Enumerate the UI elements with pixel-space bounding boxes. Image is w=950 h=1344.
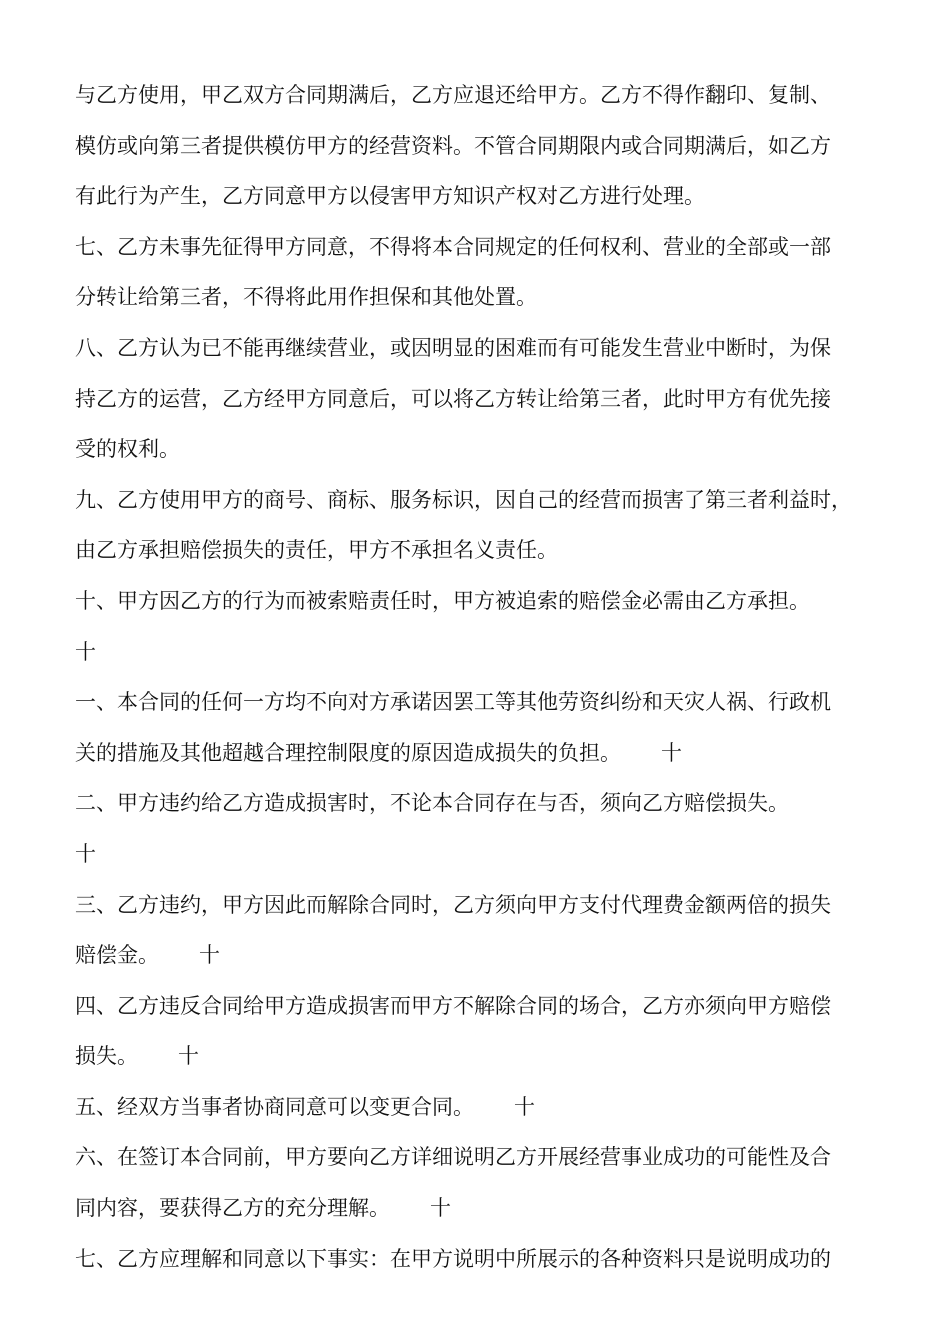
- text-line: 赔偿金。 十: [75, 943, 221, 968]
- text-line: 五、经双方当事者协商同意可以变更合同。 十: [75, 1094, 536, 1119]
- text-line: 有此行为产生，乙方同意甲方以侵害甲方知识产权对乙方进行处理。: [75, 184, 705, 209]
- text-line: 与乙方使用，甲乙双方合同期满后，乙方应退还给甲方。乙方不得作翻印、复制、: [75, 83, 831, 107]
- text-line: 二、甲方违约给乙方造成损害时，不论本合同存在与否，须向乙方赔偿损失。: [75, 791, 789, 816]
- text-line: 模仿或向第三者提供模仿甲方的经营资料。不管合同期限内或合同期满后，如乙方: [75, 133, 831, 158]
- text-line: 六、在签订本合同前，甲方要向乙方详细说明乙方开展经营事业成功的可能性及合: [75, 1145, 831, 1170]
- text-line: 十: [75, 639, 96, 664]
- text-line: 持乙方的运营，乙方经甲方同意后，可以将乙方转让给第三者，此时甲方有优先接: [75, 386, 831, 411]
- text-line: 三、乙方违约，甲方因此而解除合同时，乙方须向甲方支付代理费金额两倍的损失: [75, 892, 831, 917]
- text-line: 九、乙方使用甲方的商号、商标、服务标识，因自己的经营而损害了第三者利益时，: [75, 487, 852, 512]
- text-line: 四、乙方违反合同给甲方造成损害而甲方不解除合同的场合，乙方亦须向甲方赔偿: [75, 993, 831, 1018]
- text-line: 七、乙方应理解和同意以下事实：在甲方说明中所展示的各种资料只是说明成功的: [75, 1246, 831, 1271]
- text-line: 七、乙方未事先征得甲方同意，不得将本合同规定的任何权利、营业的全部或一部: [75, 234, 831, 259]
- text-line: 受的权利。: [75, 437, 180, 462]
- text-line: 同内容，要获得乙方的充分理解。 十: [75, 1196, 452, 1221]
- text-line: 损失。 十: [75, 1044, 200, 1069]
- text-line: 由乙方承担赔偿损失的责任，甲方不承担名义责任。: [75, 538, 558, 563]
- document-page: [75, 70, 895, 1284]
- text-line: 关的措施及其他超越合理控制限度的原因造成损失的负担。 十: [75, 740, 683, 765]
- text-line: 十、甲方因乙方的行为而被索赔责任时，甲方被追索的赔偿金必需由乙方承担。: [75, 588, 810, 613]
- text-line: 十: [75, 841, 96, 866]
- text-line: 一、本合同的任何一方均不向对方承诺因罢工等其他劳资纠纷和天灾人祸、行政机: [75, 690, 831, 715]
- text-line: 八、乙方认为已不能再继续营业，或因明显的困难而有可能发生营业中断时，为保: [75, 335, 831, 360]
- text-line: 分转让给第三者，不得将此用作担保和其他处置。: [75, 285, 537, 310]
